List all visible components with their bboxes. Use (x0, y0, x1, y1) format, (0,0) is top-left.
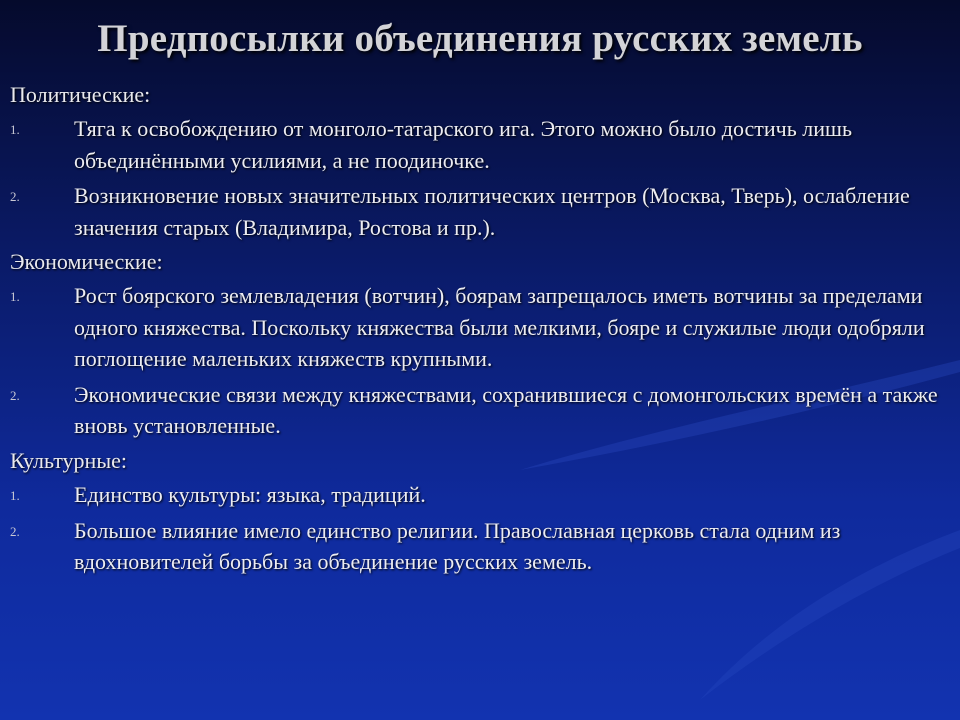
section-heading-cultural: Культурные: (10, 447, 127, 473)
list-item (10, 515, 945, 578)
section-cultural (10, 446, 945, 578)
list-item (10, 379, 945, 442)
section-political (10, 80, 945, 243)
list-item (10, 180, 945, 243)
item-text: Большое влияние имело единство религии. Православная церковь стала одним из вдохновителей борьбы за объединение русских земель. (74, 517, 841, 574)
slide-title: Предпосылки объединения русских земель (97, 17, 863, 60)
item-text: Единство культуры: языка, традиций. (74, 481, 426, 507)
item-number: 2. (10, 523, 20, 539)
list-item (10, 479, 945, 511)
item-text: Возникновение новых значительных политических центров (Москва, Тверь), ослабление значения старых (Владимира, Ростова и пр.). (74, 183, 910, 240)
item-number: 2. (10, 189, 20, 204)
item-number: 1. (10, 289, 20, 304)
item-text: Тяга к освобождению от монголо-татарского ига. Этого можно было достичь лишь объединёнными усилиями, а не поодиночке. (74, 116, 852, 173)
item-text: Рост боярского землевладения (вотчин), боярам запрещалось иметь вотчины за пределами одного княжества. Поскольку княжества были мелкими, бояре и служилые люди одобряли поглощение маленьких княжеств крупными. (74, 283, 925, 371)
slide-content (10, 80, 945, 582)
item-number: 1. (10, 487, 20, 503)
item-number: 1. (10, 122, 20, 137)
list-item (10, 113, 945, 176)
section-heading-economic: Экономические: (10, 249, 163, 274)
section-economic (10, 247, 945, 442)
item-text: Экономические связи между княжествами, сохранившиеся с домонгольских времён а также вновь установленные. (74, 381, 938, 438)
list-item (10, 280, 945, 375)
item-number: 2. (10, 387, 20, 403)
section-heading-political: Политические: (10, 82, 151, 107)
